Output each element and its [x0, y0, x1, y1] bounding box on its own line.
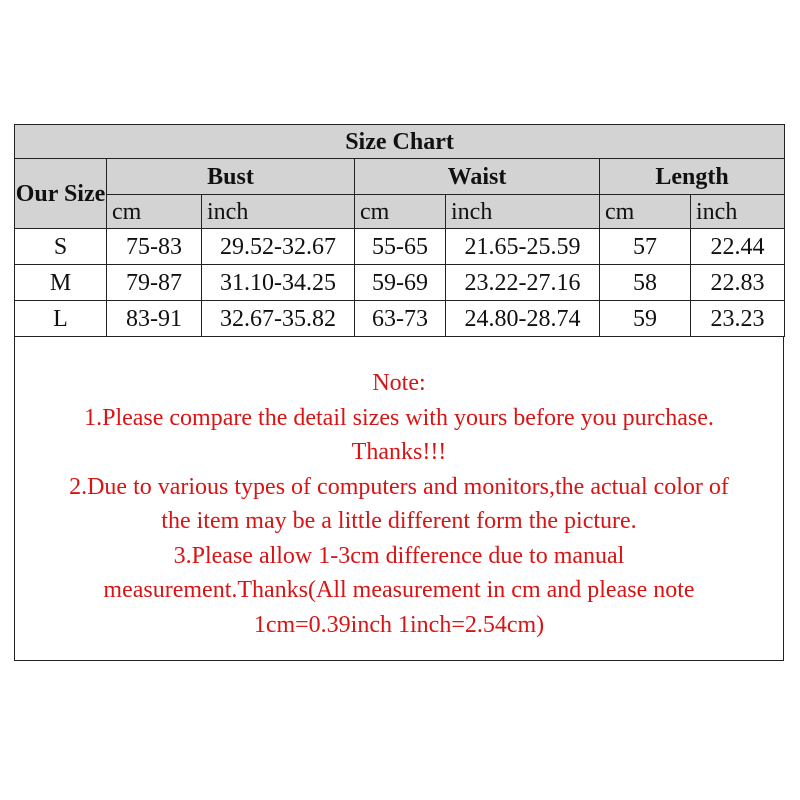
note-line: 3.Please allow 1-3cm difference due to manual — [173, 542, 625, 569]
table-cell: 24.80-28.74 — [446, 301, 600, 337]
bust-header: Bust — [107, 159, 355, 195]
table-cell: 59 — [600, 301, 691, 337]
table-row — [15, 229, 785, 265]
note-line: 1cm=0.39inch 1inch=2.54cm) — [253, 611, 545, 638]
length-header: Length — [600, 159, 785, 195]
table-cell: 79-87 — [107, 265, 202, 301]
table-cell: 75-83 — [107, 229, 202, 265]
table-cell: 57 — [600, 229, 691, 265]
table-cell: 23.22-27.16 — [446, 265, 600, 301]
size-cell: M — [15, 265, 107, 301]
table-cell: 21.65-25.59 — [446, 229, 600, 265]
unit-header: cm — [355, 195, 446, 229]
note-heading: Note: — [372, 370, 426, 396]
table-cell: 22.44 — [691, 229, 785, 265]
table-cell: 32.67-35.82 — [202, 301, 355, 337]
size-cell: L — [15, 301, 107, 337]
note-line: measurement.Thanks(All measurement in cm and please note — [103, 577, 695, 603]
table-cell: 23.23 — [691, 301, 785, 337]
size-header: Our Size — [15, 159, 107, 229]
table-row — [15, 265, 785, 301]
unit-header: inch — [202, 195, 355, 229]
table-cell: 55-65 — [355, 229, 446, 265]
table-cell: 83-91 — [107, 301, 202, 337]
note-line: 1.Please compare the detail sizes with yours before you purchase. — [84, 404, 714, 431]
note-line: 2.Due to various types of computers and monitors,the actual color of — [69, 473, 729, 500]
unit-header: cm — [107, 195, 202, 229]
table-cell: 31.10-34.25 — [202, 265, 355, 301]
size-cell: S — [15, 229, 107, 265]
note-line: Thanks!!! — [351, 439, 447, 465]
table-title: Size Chart — [15, 125, 785, 159]
table-cell: 58 — [600, 265, 691, 301]
size-chart-table — [14, 124, 785, 337]
unit-header: cm — [600, 195, 691, 229]
waist-header: Waist — [355, 159, 600, 195]
table-row — [15, 301, 785, 337]
table-cell: 29.52-32.67 — [202, 229, 355, 265]
unit-header: inch — [691, 195, 785, 229]
notes-block — [14, 366, 784, 642]
table-cell: 59-69 — [355, 265, 446, 301]
table-cell: 63-73 — [355, 301, 446, 337]
note-line: the item may be a little different form the picture. — [161, 508, 637, 534]
unit-header: inch — [446, 195, 600, 229]
table-cell: 22.83 — [691, 265, 785, 301]
